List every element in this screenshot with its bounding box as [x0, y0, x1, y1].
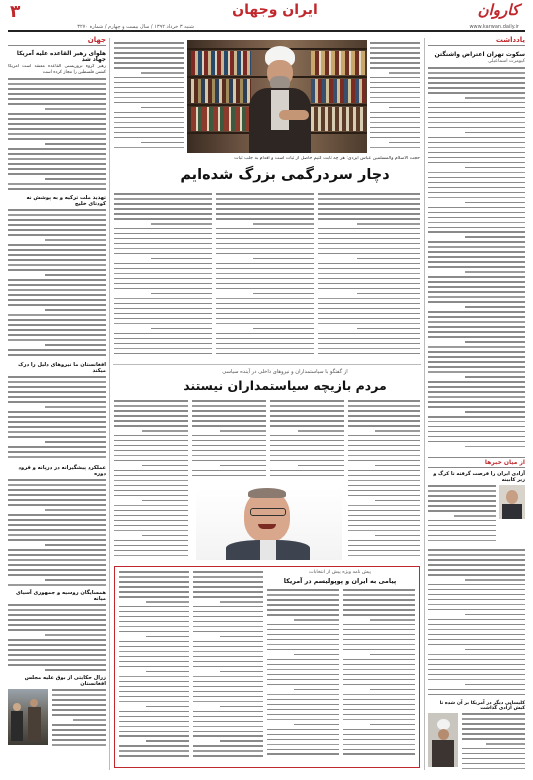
newspaper-logo: کاروان [477, 1, 519, 19]
second-story-headline: مردم بازیچه سیاستمداران نیستند [183, 378, 387, 393]
protest-photo [8, 689, 48, 745]
bottom-box-col-2 [193, 571, 263, 761]
bottom-box-col-3 [267, 589, 339, 761]
left-section-label: جهان [8, 36, 106, 46]
section-title: ایران وجهان [232, 2, 318, 18]
right-section-label: یادداشت [428, 36, 525, 46]
left-subhead-1: رهبر گروه تروریستی القاعده معتقد است آمریکا کشتن فلسطین را مجاز کرده است [8, 64, 106, 76]
left-text-block-4 [8, 479, 106, 589]
second-body-col-2 [192, 400, 266, 484]
left-headline-1: هلوای رهبر القاعده علیه آمریکا جهاد شد [16, 51, 106, 63]
right-section-label-2: از میان خبرها [428, 457, 525, 468]
bottom-box-headline: پیامی به ایران و پوپولیسم در آمریکا [283, 577, 397, 585]
bottom-box-kicker: پیش نامه ویژه پیش از انتخابات [309, 570, 371, 575]
left-headline-6: زرال حکایتی از بوق علیه مجلس افغانستان [24, 675, 106, 688]
politician-portrait-photo [196, 488, 342, 560]
left-headline-3: افغانستان ما نیروهای دلیل را درک میکند [18, 362, 106, 375]
cleric-photo [428, 713, 458, 767]
page-number: ۳ [10, 2, 21, 22]
second-body-col-3 [270, 400, 344, 484]
main-photo-caption: حجت الاسلام والمسلمین عباس ایزدی: هر چه ثابت کنیم حاصل از ثبات است و اقدام به جلب ثبات [234, 156, 420, 161]
second-story-kicker: از گفتگو با سیاستمداران و نیروهای داخلی در آینده سیاسی [222, 369, 348, 375]
column-rule-right [424, 38, 425, 770]
column-rule-left [109, 38, 110, 770]
second-body-col-1 [114, 400, 188, 562]
masthead [0, 0, 533, 36]
left-text-block-6 [52, 689, 106, 749]
left-headline-4: عملکرد پیشگیرانه در درپانه و فرود دوره [18, 465, 106, 478]
official-portrait-photo [499, 485, 525, 519]
website-url: www.karwan.daily.ir [469, 24, 519, 30]
left-text-block-5 [8, 604, 106, 674]
right-headline-2: آزادی ایران را فرصت گرفته تا کرگ و زیر کابینه [433, 471, 525, 483]
right-text-block-2 [428, 485, 496, 547]
cleric-interview-photo [187, 40, 367, 153]
main-body-col-1 [114, 193, 212, 361]
main-story-rule [113, 364, 421, 365]
bottom-box-col-1 [119, 571, 189, 761]
right-headline: سکوت تهران اعتراض واشنگتن [434, 51, 525, 58]
main-body-col-3 [318, 193, 420, 361]
main-intro-text-right [370, 42, 420, 150]
right-sidebar-headline: کلیسایی دیگر در آمریکا بر آن شده تا کیش آزادی گذاشت [439, 701, 525, 711]
main-intro-text-left [114, 42, 184, 150]
right-text-block-3 [428, 549, 525, 699]
bottom-box-col-4 [343, 589, 415, 761]
left-headline-2: تهدید ملت ترکیه و به پوشش نه کودتای خلیج [26, 195, 106, 208]
right-text-block-4 [462, 713, 525, 773]
main-headline: دچار سردرگمی بزرگ شده‌ایم [180, 167, 390, 183]
left-text-block-1 [8, 78, 106, 194]
left-headline-5: همسایگان روسیه و جمهوری آسیای میانه [16, 590, 106, 603]
bottom-boxed-story [114, 566, 420, 768]
main-body-col-2 [216, 193, 314, 361]
right-text-block-1 [428, 67, 525, 455]
right-column [428, 36, 525, 771]
left-column [8, 36, 106, 771]
left-text-block-2 [8, 209, 106, 361]
second-body-col-4 [348, 400, 420, 562]
masthead-rule [8, 30, 525, 32]
right-author: کیومرث اسماعیلی [488, 59, 525, 64]
left-text-block-3 [8, 376, 106, 464]
dateline: شنبه ۳ خرداد ۱۳۹۲ / سال بیست و چهارم / شماره ۳۲۷۰ [77, 24, 194, 30]
